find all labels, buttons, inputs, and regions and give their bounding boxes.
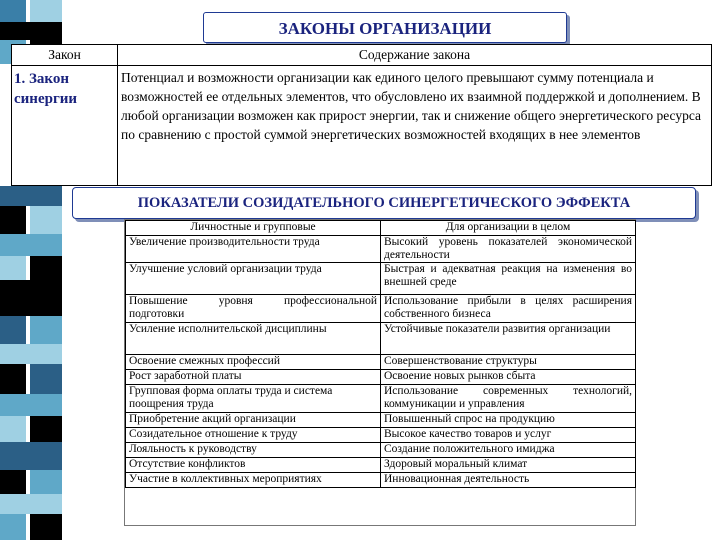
personal-group-header: Личностные и групповые (126, 221, 381, 236)
law-table-divider (117, 45, 118, 185)
table-header-row (126, 221, 636, 236)
table-row (126, 236, 636, 263)
organization-header: Для организации в целом (381, 221, 636, 236)
organization-indicator: Устойчивые показатели развития организации (381, 323, 636, 355)
content-column-header: Содержание закона (358, 47, 471, 62)
personal-indicator: Увеличение производительности труда (126, 236, 381, 263)
table-row (126, 473, 636, 488)
table-row (126, 428, 636, 443)
slide-title: ЗАКОНЫ ОРГАНИЗАЦИИ (203, 12, 567, 43)
table-row (126, 413, 636, 428)
organization-indicator: Быстрая и адекватная реакция на изменения во внешней среде (381, 263, 636, 295)
indicators-table (125, 220, 636, 488)
organization-indicator: Инновационная деятельность (381, 473, 636, 488)
organization-indicator: Высокий уровень показателей экономической деятельности (381, 236, 636, 263)
table-row (126, 370, 636, 385)
law-table (11, 44, 712, 186)
organization-indicator: Использование современных технологий, коммуникации и управления (381, 385, 636, 413)
table-row (126, 295, 636, 323)
organization-indicator: Здоровый моральный климат (381, 458, 636, 473)
personal-indicator: Усиление исполнительской дисциплины (126, 323, 381, 355)
personal-indicator: Освоение смежных профессий (126, 355, 381, 370)
indicators-table-frame (124, 219, 636, 526)
table-row (126, 323, 636, 355)
organization-indicator: Создание положительного имиджа (381, 443, 636, 458)
organization-indicator: Освоение новых рынков сбыта (381, 370, 636, 385)
table-row (126, 355, 636, 370)
law-table-header-line (12, 65, 711, 66)
organization-indicator: Использование прибыли в целях расширения собственного бизнеса (381, 295, 636, 323)
table-row (126, 458, 636, 473)
personal-indicator: Групповая форма оплаты труда и система поощрения труда (126, 385, 381, 413)
personal-indicator: Улучшение условий организации труда (126, 263, 381, 295)
personal-indicator: Лояльность к руководству (126, 443, 381, 458)
personal-indicator: Повышение уровня профессиональной подготовки (126, 295, 381, 323)
law-description: Потенциал и возможности организации как единого целого превышают сумму потенциала и возможностей ее отдельных элементов, что обусловлено их взаимной поддержкой и дополнением. В любой организации возможен как прирост энергии, так и снижение общего энергетического ресурса по сравнению с простой суммой энергетических возможностей входящих в нее элементов (121, 70, 701, 142)
personal-indicator: Отсутствие конфликтов (126, 458, 381, 473)
law-name: 1. Закон синергии (14, 71, 78, 107)
table-row (126, 443, 636, 458)
law-column-header: Закон (48, 47, 81, 62)
personal-indicator: Созидательное отношение к труду (126, 428, 381, 443)
table-row (126, 385, 636, 413)
organization-indicator: Повышенный спрос на продукцию (381, 413, 636, 428)
personal-indicator: Приобретение акций организации (126, 413, 381, 428)
personal-indicator: Участие в коллективных мероприятиях (126, 473, 381, 488)
indicators-subtitle: ПОКАЗАТЕЛИ СОЗИДАТЕЛЬНОГО СИНЕРГЕТИЧЕСКОГО ЭФФЕКТА (72, 187, 696, 219)
organization-indicator: Высокое качество товаров и услуг (381, 428, 636, 443)
organization-indicator: Совершенствование структуры (381, 355, 636, 370)
table-row (126, 263, 636, 295)
personal-indicator: Рост заработной платы (126, 370, 381, 385)
